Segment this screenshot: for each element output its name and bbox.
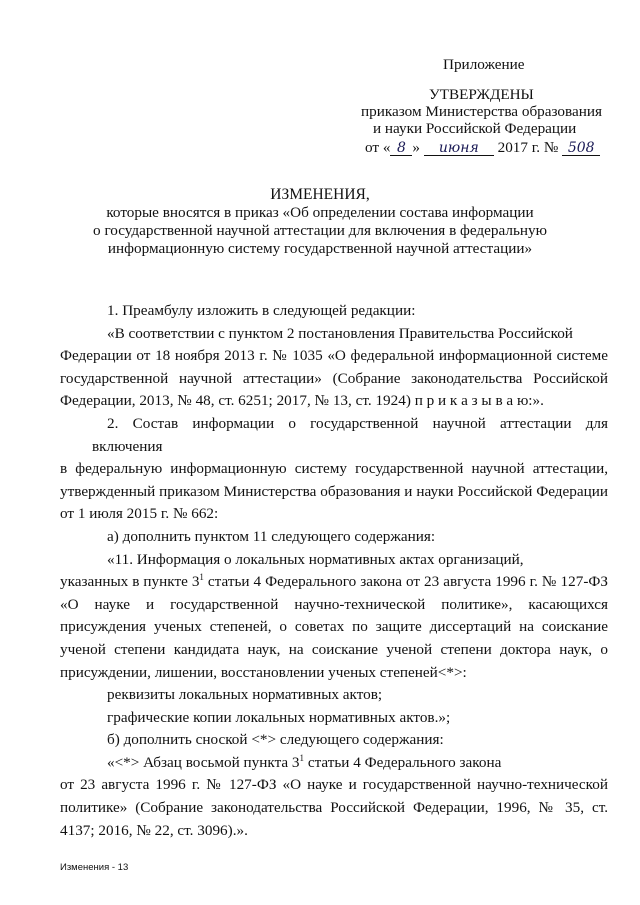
date-mid: » (412, 139, 421, 156)
paragraph-4: а) дополнить пунктом 11 следующего содержания: (107, 527, 436, 545)
paragraph-8: б) дополнить сноской <*> следующего содержания: (107, 731, 444, 749)
subtitle-line: о государственной научной аттестации для включения в федеральную (93, 222, 547, 239)
handwritten-order-number: 508 (562, 141, 600, 156)
approval-date-line (355, 139, 595, 156)
p5-text-after: статьи 4 Федерального закона от 23 августа 1996 г. № 127-ФЗ «О науке и государственной научно-технической политике», касающихся присуждения ученых степеней, о советах по защите диссертаций на соискание ученой степени кандидата наук, на соискание ученой степени доктора наук, о присуждении, лишении, восстановлении ученых степеней<*>: (60, 573, 608, 681)
appendix-label: Приложение (443, 56, 525, 73)
paragraph-9-rest: от 23 августа 1996 г. № 127-ФЗ «О науке и государственной научно-технической политике» (Собрание законодательства Российской Федерации, 1996, № 35, ст. 4137; 2016, № 22, ст. 3096).». (60, 776, 608, 839)
paragraph-2-first-line: «В соответствии с пунктом 2 постановления Правительства Российской (107, 324, 573, 342)
document-header (0, 186, 640, 258)
approval-line-ministry: приказом Министерства образования (361, 103, 602, 120)
superscript: 1 (299, 752, 305, 763)
p9-text-before: «<*> Абзац восьмой пункта 3 (107, 753, 300, 771)
p5-text-before: указанных в пункте 3 (60, 573, 200, 591)
paragraph-2-text: Федерации от 18 ноября 2013 г. № 1035 «О федеральной информационной системе государственной научной аттестации» (Собрание законодательства Российской Федерации, 2013, № 48, ст. 6251; 2017, № 13, ст. 1924) (60, 347, 608, 410)
handwritten-month: июня (424, 141, 494, 156)
paragraph-7: графические копии локальных нормативных актов.»; (107, 708, 451, 726)
handwritten-day: 8 (390, 141, 412, 156)
date-year: 2017 г. № (497, 139, 559, 156)
paragraph-6: реквизиты локальных нормативных актов; (107, 686, 383, 704)
spaced-order-word: п р и к а з ы в а ю:». (414, 392, 544, 410)
document-body (60, 300, 608, 842)
paragraph-1: 1. Преамбулу изложить в следующей редакции: (107, 302, 416, 319)
paragraph-9-first-line (92, 752, 608, 775)
approval-line-federation: и науки Российской Федерации (373, 120, 577, 137)
approval-block (355, 56, 602, 156)
paragraph-5-rest (60, 571, 608, 684)
document-title: ИЗМЕНЕНИЯ, (270, 186, 370, 203)
page-footer: Изменения - 13 (60, 862, 129, 873)
date-prefix: от « (365, 139, 391, 156)
superscript: 1 (199, 572, 204, 583)
paragraph-3-rest: в федеральную информационную систему государственной научной аттестации, утвержденный приказом Министерства образования и науки Российской Федерации от 1 июля 2015 г. № 662: (60, 460, 608, 523)
paragraph-3-first-line: 2. Состав информации о государственной научной аттестации для включения (92, 414, 608, 455)
subtitle-line: информационную систему государственной научной аттестации» (107, 240, 533, 257)
approved-title: УТВЕРЖДЕНЫ (429, 86, 534, 103)
paragraph-5-first-line: «11. Информация о локальных нормативных актах организаций, (107, 550, 524, 568)
p9-text-after: статьи 4 Федерального закона (304, 753, 502, 771)
paragraph-2-rest (60, 345, 608, 413)
subtitle-line: которые вносятся в приказ «Об определении состава информации (106, 204, 534, 221)
